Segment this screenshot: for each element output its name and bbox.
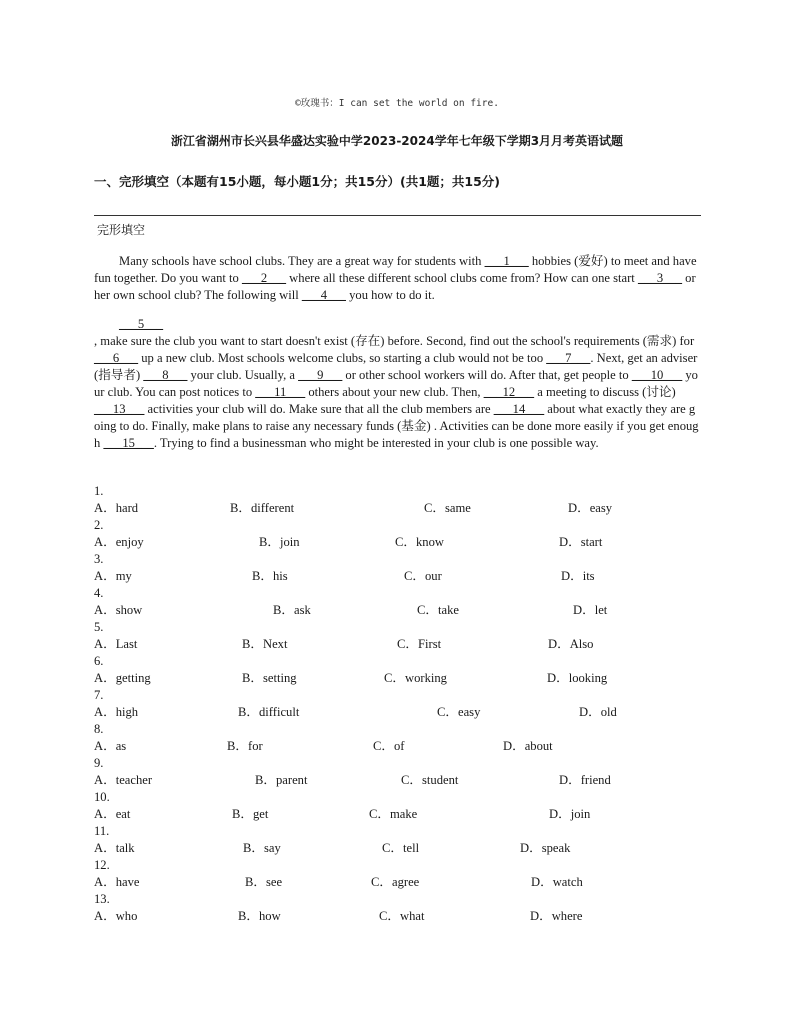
blank-6: ___6___ xyxy=(94,351,139,365)
question-item xyxy=(94,755,714,789)
passage-text: . Trying to find a businessman who might be interested in your club is one possible way. xyxy=(153,436,599,450)
passage-text: hobbies (爱好) to meet and have fun together. Do you want to xyxy=(94,254,697,285)
question-item xyxy=(94,687,714,721)
passage-paragraph-2 xyxy=(94,316,701,452)
option-a: A．enjoy xyxy=(94,535,144,549)
option-b: B．parent xyxy=(255,773,308,787)
blank-13: ___13___ xyxy=(94,402,145,416)
option-a: A．Last xyxy=(94,637,138,651)
option-b: B．different xyxy=(230,501,295,515)
passage-text: or other school workers will do. After that, get people to xyxy=(342,368,632,382)
option-d: D．easy xyxy=(568,501,613,515)
question-type-label: 完形填空 xyxy=(97,223,146,237)
blank-14: ___14___ xyxy=(493,402,545,416)
passage-text: where all these different school clubs come from? How can one start xyxy=(286,271,638,285)
blank-2: ___2___ xyxy=(241,271,287,285)
blank-3: ___3___ xyxy=(637,271,683,285)
option-d: D．where xyxy=(530,909,583,923)
question-number: 2. xyxy=(94,518,104,532)
option-d: D．let xyxy=(573,603,608,617)
option-c: C．agree xyxy=(371,875,420,889)
blank-8: ___8___ xyxy=(143,368,188,382)
passage-paragraph-1 xyxy=(94,253,701,304)
passage-text: you how to do it. xyxy=(345,288,435,302)
option-a: A．hard xyxy=(94,501,139,515)
option-d: D．about xyxy=(503,739,553,753)
passage-text: Many schools have school clubs. They are a great way for students with xyxy=(119,254,485,268)
blank-10: ___10___ xyxy=(631,368,683,382)
option-c: C．easy xyxy=(437,705,481,719)
option-a: A．show xyxy=(94,603,143,617)
passage-text: your club. You can post notices to xyxy=(94,368,698,399)
option-a: A．as xyxy=(94,739,127,753)
exam-title: 浙江省湖州市长兴县华盛达实验中学2023-2024学年七年级下学期3月月考英语试题 xyxy=(170,134,624,148)
divider xyxy=(94,215,701,216)
option-c: C．tell xyxy=(382,841,420,855)
question-number: 1. xyxy=(94,484,104,498)
option-c: C．same xyxy=(424,501,471,515)
blank-1: ___1___ xyxy=(484,254,529,268)
option-d: D．speak xyxy=(520,841,571,855)
question-item xyxy=(94,857,714,891)
question-number: 5. xyxy=(94,620,104,634)
passage-text: a meeting to discuss (讨论) xyxy=(534,385,676,399)
question-item xyxy=(94,619,714,653)
passage-text: , make sure the club you want to start doesn't exist (存在) before. Second, find out the school's requirements (需求) for xyxy=(94,334,695,348)
question-number: 6. xyxy=(94,654,104,668)
question-number: 8. xyxy=(94,722,104,736)
question-item xyxy=(94,551,714,585)
option-a: A．eat xyxy=(94,807,131,821)
option-d: D．join xyxy=(549,807,591,821)
question-number: 9. xyxy=(94,756,104,770)
option-b: B．get xyxy=(232,807,269,821)
question-number: 4. xyxy=(94,586,104,600)
option-b: B．difficult xyxy=(238,705,300,719)
question-item xyxy=(94,585,714,619)
option-b: B．ask xyxy=(273,603,311,617)
question-number: 12. xyxy=(94,858,110,872)
option-c: C．working xyxy=(384,671,447,685)
option-b: B．say xyxy=(243,841,281,855)
option-a: A．have xyxy=(94,875,140,889)
option-d: D．its xyxy=(561,569,595,583)
passage-text: or her own school club? The following will xyxy=(94,271,696,302)
option-a: A．getting xyxy=(94,671,151,685)
option-c: C．take xyxy=(417,603,459,617)
option-b: B．his xyxy=(252,569,288,583)
question-item xyxy=(94,721,714,755)
option-c: C．make xyxy=(369,807,418,821)
question-number: 7. xyxy=(94,688,104,702)
option-c: C．know xyxy=(395,535,444,549)
option-c: C．student xyxy=(401,773,459,787)
passage-text: activities your club will do. Make sure that all the club members are xyxy=(144,402,494,416)
question-item xyxy=(94,517,714,551)
option-a: A．talk xyxy=(94,841,135,855)
option-d: D．Also xyxy=(548,637,594,651)
passage-text: about what exactly they are going to do. Finally, make plans to raise any necessary funds (基金) . Activities can be done more easily if you get enough xyxy=(94,402,699,450)
option-d: D．looking xyxy=(547,671,608,685)
option-b: B．Next xyxy=(242,637,288,651)
question-number: 3. xyxy=(94,552,104,566)
passage-text: others about your new club. Then, xyxy=(305,385,484,399)
option-b: B．join xyxy=(259,535,300,549)
question-item xyxy=(94,823,714,857)
blank-12: ___12___ xyxy=(483,385,535,399)
passage-text: your club. Usually, a xyxy=(187,368,299,382)
passage-text: . Next, get an adviser (指导者) xyxy=(94,351,698,382)
blank-4: ___4___ xyxy=(301,288,346,302)
question-item xyxy=(94,891,714,925)
option-d: D．friend xyxy=(559,773,611,787)
option-b: B．for xyxy=(227,739,263,753)
option-b: B．how xyxy=(238,909,281,923)
question-list xyxy=(94,483,714,925)
option-b: B．setting xyxy=(242,671,297,685)
option-a: A．who xyxy=(94,909,138,923)
option-c: C．First xyxy=(397,637,442,651)
blank-7: ___7___ xyxy=(546,351,591,365)
question-item xyxy=(94,653,714,687)
option-d: D．watch xyxy=(531,875,583,889)
passage-text: up a new club. Most schools welcome clubs, so starting a club would not be too xyxy=(138,351,547,365)
blank-11: ___11___ xyxy=(255,385,306,399)
blank-5: ___5___ xyxy=(119,317,164,331)
option-b: B．see xyxy=(245,875,283,889)
section-heading: 一、完形填空（本题有15小题，每小题1分；共15分）(共1题；共15分) xyxy=(94,174,501,189)
question-item xyxy=(94,483,714,517)
option-c: C．our xyxy=(404,569,442,583)
option-a: A．my xyxy=(94,569,132,583)
blank-9: ___9___ xyxy=(298,368,343,382)
question-item xyxy=(94,789,714,823)
option-c: C．what xyxy=(379,909,425,923)
option-d: D．start xyxy=(559,535,603,549)
option-a: A．teacher xyxy=(94,773,153,787)
watermark-text: ©玫瑰书：I can set the world on fire. xyxy=(295,98,499,109)
option-a: A．high xyxy=(94,705,139,719)
question-number: 10. xyxy=(94,790,110,804)
question-number: 13. xyxy=(94,892,110,906)
blank-15: ___15___ xyxy=(103,436,154,450)
option-d: D．old xyxy=(579,705,617,719)
option-c: C．of xyxy=(373,739,405,753)
question-number: 11. xyxy=(94,824,110,838)
